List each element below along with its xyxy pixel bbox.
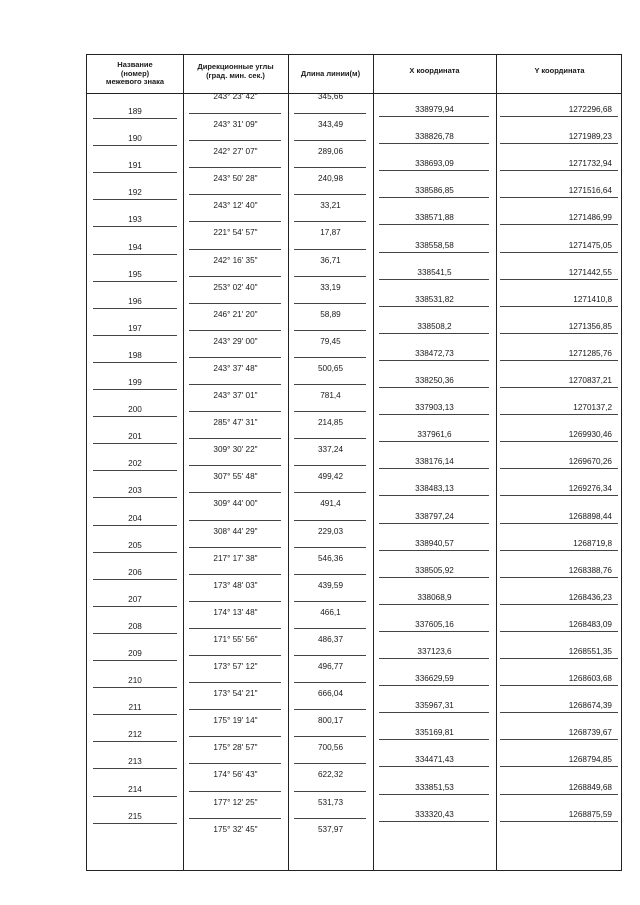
row-separator [500, 143, 618, 144]
directional-angle: 175° 28' 57" [213, 743, 258, 753]
row-separator [294, 438, 366, 439]
row-separator [294, 520, 366, 521]
row-separator [379, 712, 489, 713]
row-separator [93, 470, 177, 471]
row-separator [294, 601, 366, 602]
row-separator [189, 818, 281, 819]
row-separator [93, 389, 177, 390]
row-separator [294, 249, 366, 250]
directional-angle: 243° 12' 40" [213, 201, 258, 211]
row-separator [93, 118, 177, 119]
row-separator [93, 579, 177, 580]
column-divider [496, 55, 497, 870]
x-coordinate: 338826,78 [415, 132, 454, 142]
point-name: 210 [128, 676, 142, 686]
x-coordinate: 338068,9 [417, 592, 452, 602]
directional-angle: 243° 29' 00" [213, 336, 258, 346]
row-separator [500, 468, 618, 469]
x-coordinate: 336629,59 [415, 674, 454, 684]
row-separator [379, 333, 489, 334]
y-coordinate: 1270137,2 [573, 403, 612, 413]
x-coordinate: 338531,82 [415, 294, 454, 304]
point-name: 205 [128, 540, 142, 550]
directional-angle: 174° 56' 43" [213, 770, 258, 780]
y-coordinate: 1268719,8 [573, 538, 612, 548]
x-coordinate: 335967,31 [415, 701, 454, 711]
row-separator [93, 741, 177, 742]
row-separator [93, 823, 177, 824]
y-coordinate: 1271356,85 [568, 321, 612, 331]
row-separator [379, 766, 489, 767]
y-coordinate: 1271989,23 [568, 132, 612, 142]
row-separator [500, 116, 618, 117]
row-separator [379, 658, 489, 659]
row-separator [379, 116, 489, 117]
directional-angle: 285° 47' 31" [213, 418, 258, 428]
y-coordinate: 1269276,34 [568, 484, 612, 494]
y-coordinate: 1268551,35 [568, 647, 612, 656]
directional-angle: 175° 19' 14" [213, 716, 258, 726]
line-length: 36,71 [320, 255, 341, 265]
line-length: 58,89 [320, 309, 341, 319]
header-line-length: Длина линии(м) [300, 68, 361, 78]
row-separator [294, 221, 366, 222]
row-separator [189, 628, 281, 629]
row-separator [500, 197, 618, 198]
row-separator [500, 387, 618, 388]
row-separator [189, 276, 281, 277]
line-length: 496,77 [317, 662, 344, 671]
x-coordinate: 338940,57 [415, 538, 454, 548]
row-separator [189, 384, 281, 385]
x-coordinate: 333851,53 [415, 782, 454, 792]
row-separator [500, 631, 618, 632]
directional-angle: 309° 44' 00" [213, 499, 258, 509]
row-separator [93, 606, 177, 607]
y-coordinate: 1272296,68 [568, 105, 612, 114]
row-separator [379, 387, 489, 388]
row-separator [500, 550, 618, 551]
row-separator [93, 443, 177, 444]
row-separator [189, 221, 281, 222]
line-length: 700,56 [317, 743, 344, 753]
row-separator [379, 306, 489, 307]
point-name: 215 [128, 811, 142, 821]
row-separator [93, 362, 177, 363]
row-separator [93, 281, 177, 282]
row-separator [379, 468, 489, 469]
row-separator [500, 252, 618, 253]
point-name: 192 [128, 188, 142, 198]
point-name: 204 [128, 513, 142, 523]
point-name: 212 [128, 730, 142, 740]
row-separator [93, 335, 177, 336]
row-separator [294, 384, 366, 385]
row-separator [189, 140, 281, 141]
directional-angle: 173° 57' 12" [213, 662, 258, 671]
row-separator [500, 658, 618, 659]
row-separator [189, 682, 281, 683]
row-separator [294, 682, 366, 683]
y-coordinate: 1270837,21 [568, 376, 612, 385]
x-coordinate: 338505,92 [415, 565, 454, 575]
row-separator [189, 601, 281, 602]
line-length: 622,32 [317, 770, 344, 780]
y-coordinate: 1268849,68 [568, 782, 612, 792]
x-coordinate: 338586,85 [415, 186, 454, 196]
point-name: 208 [128, 621, 142, 631]
point-name: 196 [128, 296, 142, 306]
row-separator [379, 170, 489, 171]
row-separator [294, 492, 366, 493]
row-separator [93, 308, 177, 309]
point-name: 209 [128, 649, 142, 658]
x-coordinate: 334471,43 [415, 755, 454, 765]
row-separator [294, 194, 366, 195]
row-separator [294, 628, 366, 629]
point-name: 198 [128, 350, 142, 360]
directional-angle: 242° 16' 35" [213, 255, 258, 265]
row-separator [294, 330, 366, 331]
row-separator [189, 411, 281, 412]
directional-angle: 243° 50' 28" [213, 174, 258, 184]
directional-angle: 173° 48' 03" [213, 580, 258, 590]
row-separator [93, 714, 177, 715]
directional-angle: 243° 37' 48" [213, 363, 258, 373]
y-coordinate: 1271285,76 [568, 348, 612, 358]
y-coordinate: 1268674,39 [568, 701, 612, 711]
x-coordinate: 338693,09 [415, 159, 454, 169]
directional-angle: 243° 37' 01" [213, 391, 258, 400]
boundary-coordinates-table [86, 54, 622, 871]
row-separator [189, 655, 281, 656]
row-separator [500, 224, 618, 225]
row-separator [93, 416, 177, 417]
row-separator [189, 736, 281, 737]
row-separator [500, 414, 618, 415]
directional-angle: 171° 55' 56" [213, 634, 258, 644]
row-separator [379, 685, 489, 686]
y-coordinate: 1268603,68 [568, 674, 612, 684]
x-coordinate: 337903,13 [415, 403, 454, 413]
row-separator [294, 303, 366, 304]
row-separator [500, 333, 618, 334]
y-coordinate: 1268739,67 [568, 728, 612, 738]
row-separator [294, 276, 366, 277]
row-separator [500, 441, 618, 442]
directional-angle: 242° 27' 07" [213, 147, 258, 157]
line-length: 537,97 [317, 824, 344, 834]
row-separator [189, 465, 281, 466]
y-coordinate: 1268436,23 [568, 592, 612, 602]
line-length: 337,24 [317, 445, 344, 455]
y-coordinate: 1271486,99 [568, 213, 612, 223]
row-separator [294, 655, 366, 656]
row-separator [500, 170, 618, 171]
row-separator [379, 821, 489, 822]
y-coordinate: 1268875,59 [568, 809, 612, 819]
row-separator [189, 492, 281, 493]
row-separator [500, 794, 618, 795]
x-coordinate: 333320,43 [415, 809, 454, 819]
row-separator [379, 523, 489, 524]
row-separator [93, 226, 177, 227]
point-name: 199 [128, 378, 142, 387]
first-line-length: 345,66 [317, 92, 344, 101]
row-separator [294, 791, 366, 792]
row-separator [294, 547, 366, 548]
first-line-angle: 243° 23' 42" [213, 92, 258, 101]
row-separator [189, 709, 281, 710]
row-separator [379, 631, 489, 632]
row-separator [93, 172, 177, 173]
y-coordinate: 1271732,94 [568, 159, 612, 169]
directional-angle: 217° 17' 38" [213, 553, 258, 563]
line-length: 546,36 [317, 553, 344, 563]
header-x-coordinate: X координата [409, 65, 460, 75]
row-separator [189, 113, 281, 114]
row-separator [379, 360, 489, 361]
line-length: 491,4 [320, 499, 341, 509]
x-coordinate: 338979,94 [415, 105, 454, 114]
row-separator [93, 768, 177, 769]
point-name: 211 [128, 703, 142, 713]
row-separator [294, 574, 366, 575]
y-coordinate: 1268794,85 [568, 755, 612, 765]
line-length: 666,04 [317, 689, 344, 699]
line-length: 800,17 [317, 716, 344, 726]
header-y-coordinate: Y координата [534, 65, 585, 75]
row-separator [294, 818, 366, 819]
row-separator [294, 357, 366, 358]
row-separator [189, 763, 281, 764]
row-separator [189, 520, 281, 521]
line-length: 466,1 [320, 607, 341, 617]
directional-angle: 246° 21' 20" [213, 309, 258, 319]
row-separator [500, 279, 618, 280]
row-separator [93, 497, 177, 498]
directional-angle: 253° 02' 40" [213, 282, 258, 292]
line-length: 17,87 [320, 228, 341, 238]
point-name: 206 [128, 567, 142, 577]
row-separator [189, 438, 281, 439]
x-coordinate: 338571,88 [415, 213, 454, 223]
x-coordinate: 335169,81 [415, 728, 454, 738]
row-separator [294, 763, 366, 764]
x-coordinate: 338558,58 [415, 240, 454, 250]
row-separator [379, 252, 489, 253]
x-coordinate: 337961,6 [417, 430, 452, 440]
directional-angle: 174° 13' 48" [213, 607, 258, 617]
directional-angle: 243° 31' 09" [213, 120, 258, 129]
row-separator [93, 199, 177, 200]
row-separator [93, 796, 177, 797]
point-name: 201 [128, 432, 142, 442]
row-separator [379, 550, 489, 551]
row-separator [500, 306, 618, 307]
line-length: 289,06 [317, 147, 344, 157]
row-separator [379, 224, 489, 225]
point-name: 197 [128, 323, 142, 333]
row-separator [189, 330, 281, 331]
row-separator [189, 303, 281, 304]
row-separator [189, 167, 281, 168]
x-coordinate: 338797,24 [415, 511, 454, 521]
row-separator [379, 604, 489, 605]
row-separator [379, 739, 489, 740]
x-coordinate: 338541,5 [417, 267, 452, 277]
row-separator [189, 249, 281, 250]
line-length: 240,98 [317, 174, 344, 184]
row-separator [294, 709, 366, 710]
row-separator [93, 145, 177, 146]
row-separator [500, 821, 618, 822]
point-name: 203 [128, 486, 142, 496]
directional-angle: 309° 30' 22" [213, 445, 258, 455]
row-separator [294, 113, 366, 114]
directional-angle: 221° 54' 57" [213, 228, 258, 238]
directional-angle: 173° 54' 21" [213, 689, 258, 699]
point-name: 202 [128, 459, 142, 469]
point-name: 200 [128, 405, 142, 415]
row-separator [379, 143, 489, 144]
row-separator [500, 685, 618, 686]
row-separator [189, 547, 281, 548]
row-separator [93, 687, 177, 688]
x-coordinate: 338250,36 [415, 376, 454, 385]
row-separator [93, 525, 177, 526]
row-separator [500, 577, 618, 578]
row-separator [93, 552, 177, 553]
point-name: 214 [128, 784, 142, 794]
header-point-name: Название (номер) межевого знака [105, 60, 165, 87]
row-separator [379, 794, 489, 795]
x-coordinate: 338483,13 [415, 484, 454, 494]
line-length: 500,65 [317, 363, 344, 373]
row-separator [500, 604, 618, 605]
point-name: 193 [128, 215, 142, 225]
point-name: 190 [128, 134, 142, 144]
row-separator [294, 140, 366, 141]
y-coordinate: 1271410,8 [573, 294, 612, 304]
row-separator [379, 495, 489, 496]
row-separator [294, 465, 366, 466]
row-separator [294, 167, 366, 168]
line-length: 79,45 [320, 336, 341, 346]
directional-angle: 175° 32' 45" [213, 824, 258, 834]
header-directional-angles: Дирекционные углы (град. мин. сек.) [197, 62, 274, 80]
line-length: 343,49 [317, 120, 344, 129]
y-coordinate: 1268388,76 [568, 565, 612, 575]
y-coordinate: 1271516,64 [568, 186, 612, 196]
line-length: 531,73 [317, 797, 344, 807]
row-separator [294, 411, 366, 412]
x-coordinate: 338472,73 [415, 348, 454, 358]
point-name: 191 [128, 161, 142, 171]
directional-angle: 307° 55' 48" [213, 472, 258, 482]
row-separator [379, 441, 489, 442]
directional-angle: 177° 12' 25" [213, 797, 258, 807]
point-name: 207 [128, 594, 142, 604]
row-separator [189, 357, 281, 358]
line-length: 486,37 [317, 634, 344, 644]
y-coordinate: 1269930,46 [568, 430, 612, 440]
x-coordinate: 338176,14 [415, 457, 454, 467]
x-coordinate: 337605,16 [415, 619, 454, 629]
x-coordinate: 338508,2 [417, 321, 452, 331]
y-coordinate: 1271442,55 [568, 267, 612, 277]
row-separator [500, 495, 618, 496]
directional-angle: 308° 44' 29" [213, 526, 258, 536]
row-separator [500, 712, 618, 713]
row-separator [379, 279, 489, 280]
row-separator [500, 766, 618, 767]
row-separator [379, 577, 489, 578]
line-length: 499,42 [317, 472, 344, 482]
row-separator [189, 574, 281, 575]
line-length: 214,85 [317, 418, 344, 428]
row-separator [189, 791, 281, 792]
point-name: 194 [128, 242, 142, 252]
row-separator [500, 523, 618, 524]
y-coordinate: 1268483,09 [568, 619, 612, 629]
row-separator [294, 736, 366, 737]
row-separator [93, 660, 177, 661]
row-separator [379, 197, 489, 198]
line-length: 33,21 [320, 201, 341, 211]
row-separator [500, 360, 618, 361]
point-name: 195 [128, 269, 142, 279]
row-separator [93, 254, 177, 255]
y-coordinate: 1268898,44 [568, 511, 612, 521]
line-length: 439,59 [317, 580, 344, 590]
line-length: 33,19 [320, 282, 341, 292]
x-coordinate: 337123,6 [417, 647, 452, 656]
line-length: 229,03 [317, 526, 344, 536]
row-separator [379, 414, 489, 415]
point-name: 213 [128, 757, 142, 767]
y-coordinate: 1271475,05 [568, 240, 612, 250]
point-name: 189 [128, 107, 142, 116]
row-separator [189, 194, 281, 195]
line-length: 781,4 [320, 391, 341, 400]
y-coordinate: 1269670,26 [568, 457, 612, 467]
row-separator [500, 739, 618, 740]
row-separator [93, 633, 177, 634]
